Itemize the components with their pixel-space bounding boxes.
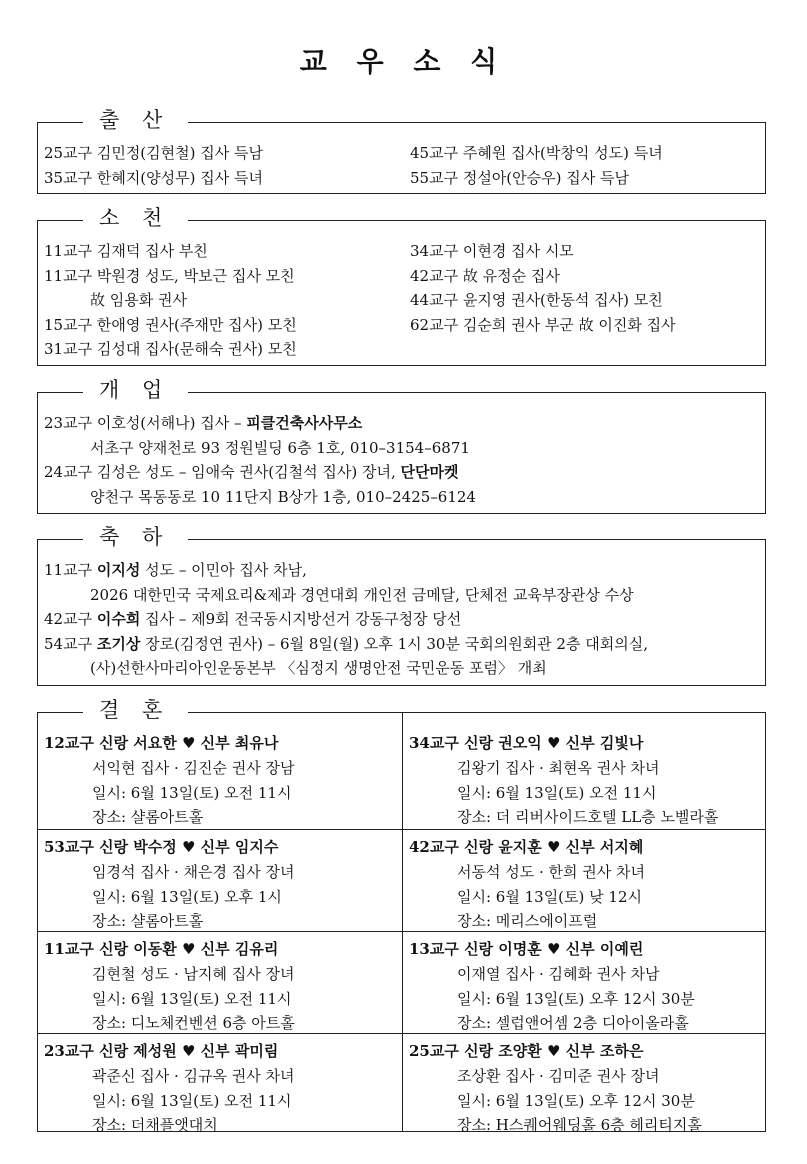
funeral-item: 44교구 윤지영 권사(한동석 집사) 모친 <box>410 291 663 309</box>
opening-section <box>37 378 766 514</box>
funeral-section <box>37 206 766 366</box>
couple-names: 11교구 신랑 이동환 ♥ 신부 김유리 <box>44 940 279 958</box>
funeral-item: 15교구 한애영 권사(주재만 집사) 모친 <box>44 315 297 334</box>
wedding-place: 장소: 더 리버사이드호텔 LL층 노벨라홀 <box>457 808 719 826</box>
wedding-parents: 임경석 집사 · 채은경 집사 장녀 <box>92 863 295 881</box>
congrats-list <box>44 558 759 681</box>
wedding-section <box>37 698 766 1134</box>
heart-icon: ♥ <box>546 838 561 856</box>
heart-icon: ♥ <box>546 1042 561 1060</box>
wedding-card <box>403 829 767 934</box>
page-title: 교 우 소 식 <box>299 45 508 78</box>
funeral-item: 11교구 김재덕 집사 부친 <box>44 242 208 260</box>
funeral-item: 11교구 박원경 성도, 박보근 집사 모친 <box>44 266 295 285</box>
opening-detail: 양천구 목동동로 10 11단지 B상가 1층, 010–2425–6124 <box>90 487 476 506</box>
wedding-place: 장소: 메리스에이프럴 <box>457 912 598 930</box>
wedding-date: 일시: 6월 13일(토) 낮 12시 <box>457 887 642 906</box>
couple-names: 42교구 신랑 윤지훈 ♥ 신부 서지혜 <box>409 838 644 856</box>
congrats-title: 축 하 <box>83 524 188 550</box>
heart-icon: ♥ <box>181 838 196 856</box>
heart-icon: ♥ <box>181 1042 196 1060</box>
wedding-card <box>403 725 767 830</box>
wedding-parents: 서동석 성도 · 한희 권사 차녀 <box>457 863 645 881</box>
wedding-parents: 이재열 집사 · 김혜화 권사 차남 <box>457 965 660 983</box>
birth-item: 25교구 김민정(김현철) 집사 득남 <box>44 144 263 162</box>
funeral-item: 62교구 김순희 권사 부군 故 이진화 집사 <box>410 315 676 334</box>
funeral-item: 31교구 김성대 집사(문해숙 권사) 모친 <box>44 340 297 358</box>
wedding-date: 일시: 6월 13일(토) 오후 12시 30분 <box>457 989 695 1008</box>
birth-section <box>37 108 766 194</box>
wedding-card <box>38 725 402 830</box>
wedding-place: 장소: 셀럽앤어셈 2층 디아이올라홀 <box>457 1014 689 1032</box>
funeral-item: 42교구 故 유정순 집사 <box>410 266 560 285</box>
wedding-date: 일시: 6월 13일(토) 오전 11시 <box>92 989 292 1008</box>
wedding-parents: 조상환 집사 · 김미준 권사 장녀 <box>457 1067 660 1085</box>
opening-item: 24교구 김성은 성도 – 임애숙 권사(김철석 집사) 장녀, 단단마켓 <box>44 463 459 481</box>
congrats-item: 54교구 조기상 장로(김정연 권사) – 6월 8일(월) 오후 1시 30분 국회의원회관 2층 대회의실, <box>44 634 648 653</box>
congrats-item: 42교구 이수희 집사 – 제9회 전국동시지방선거 강동구청장 당선 <box>44 610 462 628</box>
wedding-place: 장소: 샬롬아트홀 <box>92 912 204 930</box>
birth-item: 55교구 정설아(안승우) 집사 득남 <box>410 168 629 187</box>
couple-names: 23교구 신랑 제성원 ♥ 신부 곽미림 <box>44 1042 279 1060</box>
congrats-section <box>37 525 766 686</box>
wedding-card <box>38 931 402 1036</box>
opening-item: 23교구 이호성(서해나) 집사 – 피클건축사사무소 <box>44 414 363 432</box>
wedding-parents: 곽준신 집사 · 김규옥 권사 차녀 <box>92 1067 295 1085</box>
heart-icon: ♥ <box>181 734 196 752</box>
birth-item: 45교구 주혜원 집사(박창익 성도) 득녀 <box>410 144 663 162</box>
wedding-date: 일시: 6월 13일(토) 오전 11시 <box>92 783 292 802</box>
funeral-item: 故 임용화 권사 <box>90 291 187 309</box>
wedding-parents: 김왕기 집사 · 최현옥 권사 차녀 <box>457 759 660 777</box>
business-name: 피클건축사사무소 <box>246 414 363 432</box>
couple-names: 34교구 신랑 권오익 ♥ 신부 김빛나 <box>409 734 644 752</box>
congrats-item: 11교구 이지성 성도 – 이민아 집사 차남, <box>44 561 307 579</box>
couple-names: 25교구 신랑 조양환 ♥ 신부 조하은 <box>409 1042 644 1060</box>
couple-names: 53교구 신랑 박수정 ♥ 신부 임지수 <box>44 838 279 856</box>
wedding-place: 장소: H스퀘어웨딩홀 6층 헤리티지홀 <box>457 1116 702 1134</box>
funeral-right-column <box>410 239 676 337</box>
wedding-card <box>403 1033 767 1138</box>
wedding-date: 일시: 6월 13일(토) 오후 12시 30분 <box>457 1091 695 1110</box>
business-name: 단단마켓 <box>400 463 459 481</box>
couple-names: 13교구 신랑 이명훈 ♥ 신부 이예린 <box>409 940 644 958</box>
wedding-parents: 서익현 집사 · 김진순 권사 장남 <box>92 759 295 777</box>
wedding-grid <box>38 713 765 1134</box>
heart-icon: ♥ <box>546 734 561 752</box>
wedding-card <box>38 1033 402 1138</box>
congrats-detail: 2026 대한민국 국제요리&제과 경연대회 개인전 금메달, 단체전 교육부장관상 수상 <box>90 585 634 604</box>
wedding-date: 일시: 6월 13일(토) 오후 1시 <box>92 887 282 906</box>
congrats-name: 이수희 <box>96 610 141 628</box>
birth-item: 35교구 한혜지(양성무) 집사 득녀 <box>44 168 263 187</box>
heart-icon: ♥ <box>546 940 561 958</box>
opening-list <box>44 411 759 509</box>
wedding-place: 장소: 디노체컨벤션 6층 아트홀 <box>92 1014 295 1032</box>
funeral-left-column <box>44 239 297 362</box>
wedding-card <box>38 829 402 934</box>
heart-icon: ♥ <box>181 940 196 958</box>
wedding-place: 장소: 샬롬아트홀 <box>92 808 204 826</box>
wedding-title: 결 혼 <box>83 697 188 723</box>
wedding-place: 장소: 더채플앳대치 <box>92 1116 218 1134</box>
opening-title: 개 업 <box>83 377 188 403</box>
congrats-name: 조기상 <box>96 634 141 653</box>
birth-title: 출 산 <box>83 107 188 133</box>
wedding-date: 일시: 6월 13일(토) 오전 11시 <box>457 783 657 802</box>
birth-right-column <box>410 141 663 190</box>
opening-detail: 서초구 양재천로 93 정원빌딩 6층 1호, 010–3154–6871 <box>90 438 470 457</box>
wedding-date: 일시: 6월 13일(토) 오전 11시 <box>92 1091 292 1110</box>
congrats-name: 이지성 <box>96 561 141 579</box>
wedding-card <box>403 931 767 1036</box>
wedding-parents: 김현철 성도 · 남지혜 집사 장녀 <box>92 965 295 983</box>
birth-left-column <box>44 141 263 190</box>
couple-names: 12교구 신랑 서요한 ♥ 신부 최유나 <box>44 734 279 752</box>
congrats-detail: (사)선한사마리아인운동본부 〈심정지 생명안전 국민운동 포럼〉 개최 <box>90 659 547 677</box>
funeral-title: 소 천 <box>83 205 188 231</box>
funeral-item: 34교구 이현경 집사 시모 <box>410 242 574 260</box>
